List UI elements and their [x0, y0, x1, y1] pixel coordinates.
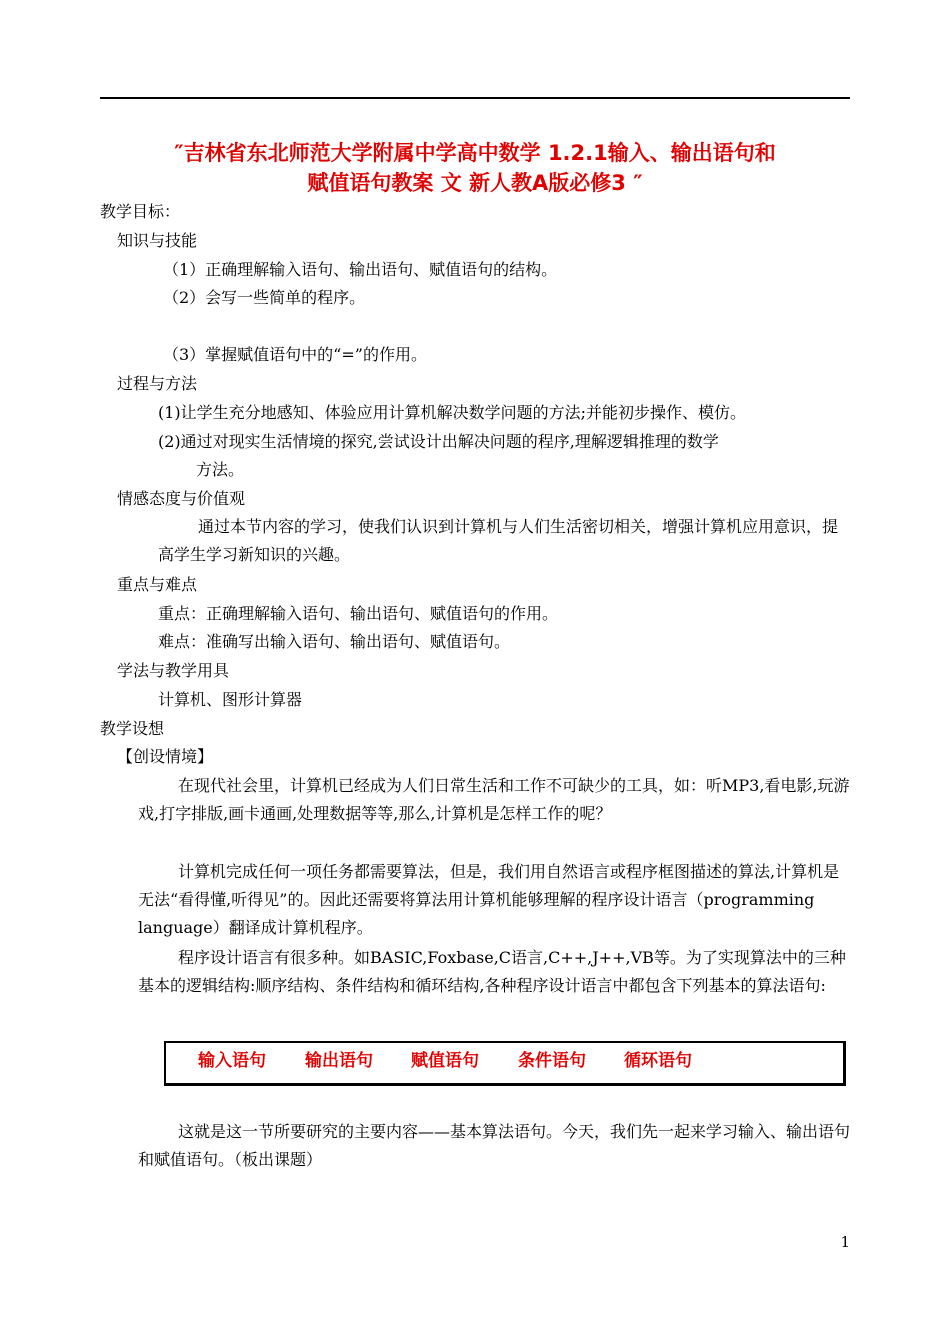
page-number: 1 [840, 1233, 850, 1251]
statement-input: 输入语句 [198, 1051, 266, 1071]
tools-text: 计算机、图形计算器 [158, 690, 303, 709]
attitude-heading: 情感态度与价值观 [117, 489, 246, 508]
statement-assignment: 赋值语句 [411, 1051, 479, 1071]
difficult-point: 难点：准确写出输入语句、输出语句、赋值语句。 [158, 632, 511, 651]
statements-box [164, 1041, 846, 1086]
tools-heading: 学法与教学用具 [117, 661, 230, 680]
scenario-paragraph-2: 计算机完成任何一项任务都需要算法，但是，我们用自然语言或程序框图描述的算法,计算机是无法“看得懂,听得见”的。因此还需要将算法用计算机能够理解的程序设计语言（programming language）翻译成计算机程序。 [138, 862, 840, 937]
statement-output: 输出语句 [305, 1051, 373, 1071]
title-line-2: 赋值语句教案 文 新人教A版必修3 ″ [307, 171, 643, 195]
process-item-2-line-1: (2)通过对现实生活情境的探究,尝试设计出解决问题的程序,理解逻辑推理的数学 [158, 432, 719, 451]
design-heading: 教学设想 [100, 719, 165, 738]
process-item-1: (1)让学生充分地感知、体验应用计算机解决数学问题的方法;并能初步操作、模仿。 [158, 403, 747, 422]
knowledge-item-1: （1）正确理解输入语句、输出语句、赋值语句的结构。 [163, 260, 558, 279]
objectives-heading: 教学目标： [100, 202, 181, 221]
key-point: 重点：正确理解输入语句、输出语句、赋值语句的作用。 [158, 604, 559, 623]
header-rule [100, 97, 850, 99]
scenario-paragraph-3: 程序设计语言有很多种。如BASIC,Foxbase,C语言,C++,J++,VB等。为了实现算法中的三种基本的逻辑结构:顺序结构、条件结构和循环结构,各种程序设计语言中都包含下列基本的算法语句: [138, 948, 846, 995]
scenario-paragraph-1: 在现代社会里，计算机已经成为人们日常生活和工作不可缺少的工具，如：听MP3,看电影,玩游戏,打字排版,画卡通画,处理数据等等,那么,计算机是怎样工作的呢？ [138, 776, 850, 823]
key-points-heading: 重点与难点 [117, 575, 198, 594]
statement-conditional: 条件语句 [518, 1051, 586, 1071]
title-line-1: ″吉林省东北师范大学附属中学高中数学 1.2.1输入、输出语句和 [174, 141, 776, 165]
document-title [100, 138, 850, 198]
knowledge-item-2: （2）会写一些简单的程序。 [163, 288, 366, 307]
process-item-2-line-2: 方法。 [196, 460, 245, 479]
knowledge-item-3: （3）掌握赋值语句中的“=”的作用。 [163, 345, 427, 364]
scenario-heading: 【创设情境】 [117, 747, 214, 766]
knowledge-heading: 知识与技能 [117, 231, 198, 250]
closing-paragraph: 这就是这一节所要研究的主要内容——基本算法语句。今天，我们先一起来学习输入、输出语句和赋值语句。（板出课题） [138, 1122, 851, 1169]
process-heading: 过程与方法 [117, 374, 198, 393]
statement-loop: 循环语句 [624, 1051, 692, 1071]
attitude-text: 通过本节内容的学习，使我们认识到计算机与人们生活密切相关，增强计算机应用意识，提高学生学习新知识的兴趣。 [158, 517, 839, 564]
